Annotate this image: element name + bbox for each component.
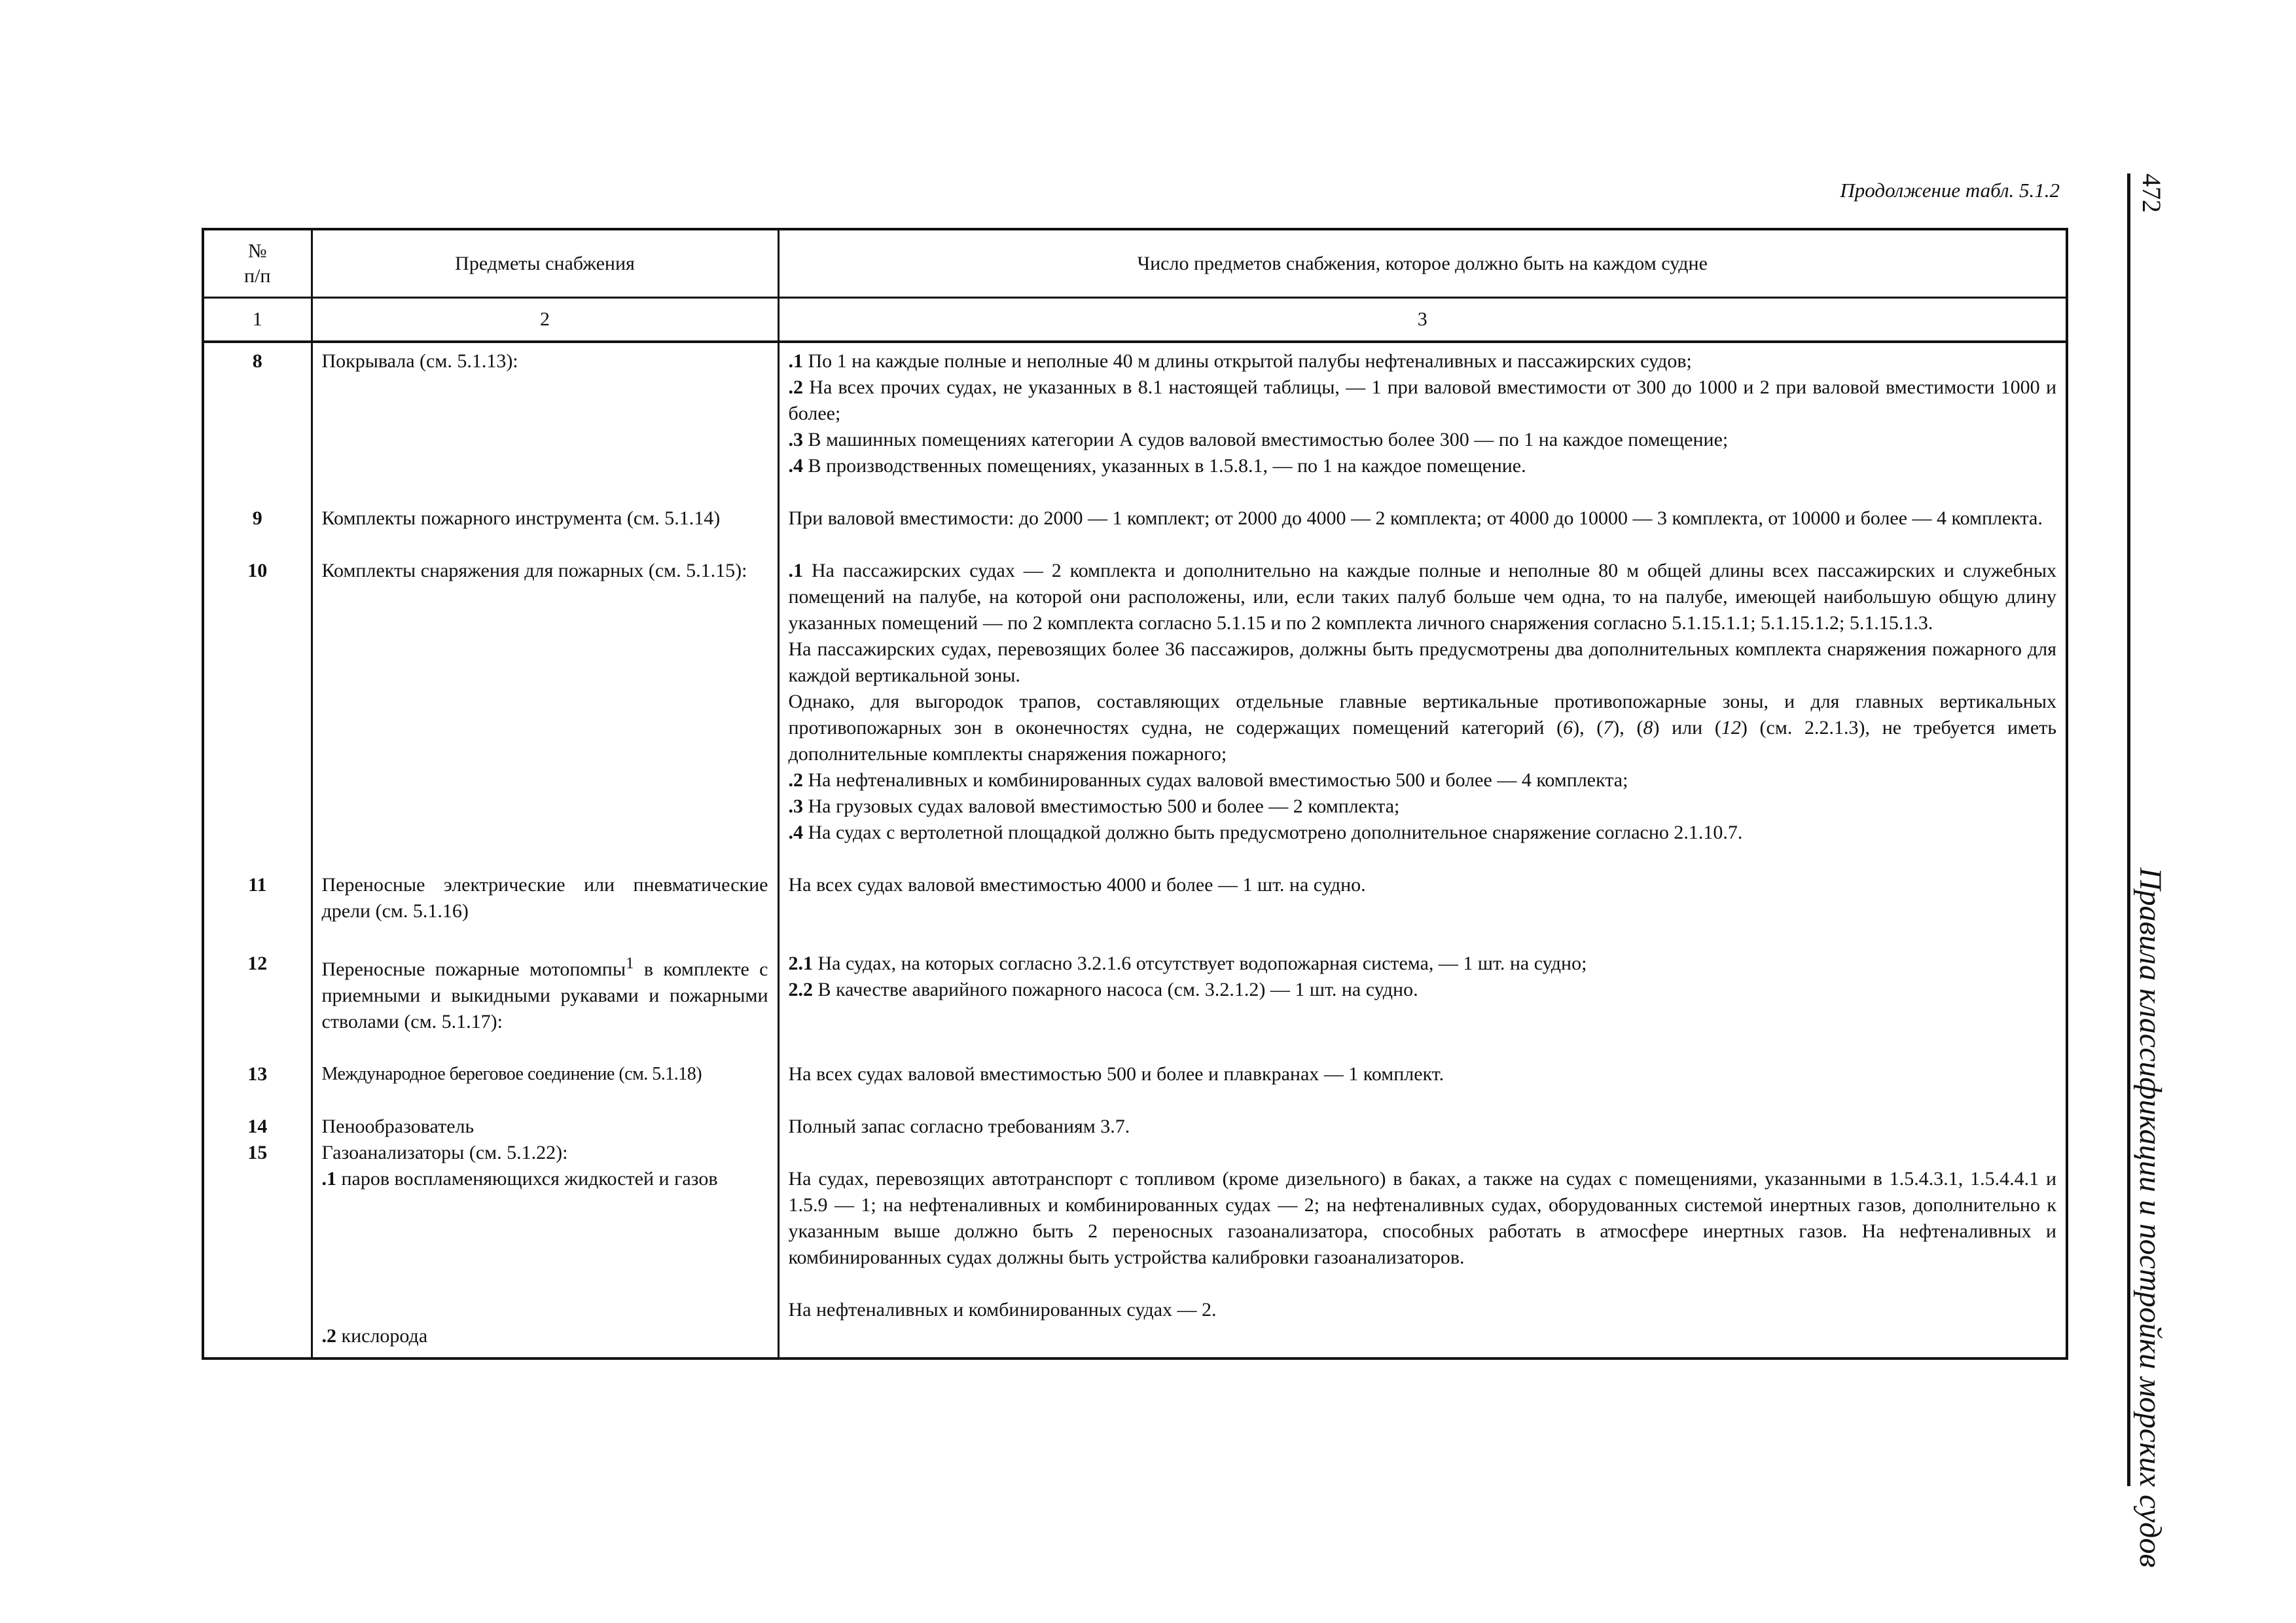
sub-item: .1 паров воспламеняющихся жидкостей и газов xyxy=(321,1168,718,1190)
table-row xyxy=(203,558,2067,872)
row-number: 12 xyxy=(203,951,312,1061)
clause: 2.2 В качестве аварийного пожарного насоса (см. 3.2.1.2) — 1 шт. на судно. xyxy=(788,979,1418,1000)
supply-item: Покрывала (см. 5.1.13): xyxy=(312,342,778,505)
supplies-table xyxy=(202,228,2068,1360)
supply-item: Переносные пожарные мотопомпы$^1$ в комплекте с приемными и выкидными рукавами и пожарными стволами (см. 5.1.17): xyxy=(312,951,778,1061)
supply-item: Комплекты снаряжения для пожарных (см. 5.1.15): xyxy=(312,558,778,872)
footnote-marker: 1 xyxy=(626,955,634,972)
running-title: Правила классификации и постройки морских судов xyxy=(2133,867,2168,1568)
clause: .1 По 1 на каждые полные и неполные 40 м длины открытой палубы нефтеналивных и пассажирских судов; xyxy=(788,350,1692,372)
row-number: 14 15 xyxy=(203,1114,312,1359)
table-row xyxy=(203,342,2067,505)
page-number: 472 xyxy=(2137,173,2166,213)
supply-item: Переносные электрические или пневматические дрели (см. 5.1.16) xyxy=(312,872,778,951)
column-number-row xyxy=(203,298,2067,342)
row-number: 10 xyxy=(203,558,312,872)
supply-quantity xyxy=(778,951,2067,1061)
clause: .4 На судах с вертолетной площадкой должно быть предусмотрено дополнительное снаряжение согласно 2.1.10.7. xyxy=(788,822,1743,843)
supply-quantity: На всех судах валовой вместимостью 500 и более и плавкранах — 1 комплект. xyxy=(778,1061,2067,1114)
clause: .2 На всех прочих судах, не указанных в 8.1 настоящей таблицы, — 1 при валовой вместимости от 300 до 1000 и 2 при валовой вместимости 1000 и более; xyxy=(788,376,2056,424)
supply-item: Комплекты пожарного инструмента (см. 5.1.14) xyxy=(312,505,778,558)
clause: На пассажирских судах, перевозящих более 36 пассажиров, должны быть предусмотрены два дополнительных комплекта снаряжения пожарного для каждой вертикальной зоны. xyxy=(788,638,2056,686)
clause: .1 На пассажирских судах — 2 комплекта и дополнительно на каждые полные и неполные 80 м общей длины всех пассажирских и служебных помещений на палубе, на которой они расположены, или, если таких палуб больше чем одна, то на палубе, имеющей наибольшую общую длину указанных помещений — по 2 комплекта согласно 5.1.15 и по 2 комплекта личного снаряжения согласно 5.1.15.1.1; 5.1.15.1.2; 5.1.15.1.3. xyxy=(788,560,2056,634)
clause: На судах, перевозящих автотранспорт с топливом (кроме дизельного) в баках, а также на судах с помещениями, указанными в 1.5.4.3.1, 1.5.4.4.1 и 1.5.9 — 1; на нефтеналивных и комбинированных судах — 2; на нефтеналивных судах, оборудованных системой инертных газов, дополнительно к указанным выше должно быть 2 переносных газоанализатора, способных работать в атмосфере инертных газов. На нефтеналивных и комбинированных судах должны быть устройства калибровки газоанализаторов. xyxy=(788,1168,2056,1268)
table-row xyxy=(203,1114,2067,1359)
supply-quantity: При валовой вместимости: до 2000 — 1 комплект; от 2000 до 4000 — 2 комплекта; от 4000 до 10000 — 3 комплекта, от 10000 и более — 4 комплекта. xyxy=(778,505,2067,558)
table-row xyxy=(203,872,2067,951)
supply-quantity: На всех судах валовой вместимостью 4000 и более — 1 шт. на судно. xyxy=(778,872,2067,951)
column-number: 2 xyxy=(312,298,778,342)
supply-item: Пенообразователь Газоанализаторы (см. 5.1.22): .1 паров воспламеняющихся жидкостей и газов .2 кислорода xyxy=(312,1114,778,1359)
supply-quantity xyxy=(778,558,2067,872)
clause: На нефтеналивных и комбинированных судах — 2. xyxy=(788,1299,1217,1321)
clause: Однако, для выгородок трапов, составляющих отдельные главные вертикальные противопожарные зоны, и для главных вертикальных противопожарных зон в оконечностях судна, не содержащих помещений категорий (6), (7), (8) или (12) (см. 2.2.1.3), не требуется иметь дополнительные комплекты снаряжения пожарного; xyxy=(788,691,2056,765)
header-quantity: Число предметов снабжения, которое должно быть на каждом судне xyxy=(778,229,2067,298)
clause: .3 В машинных помещениях категории А судов валовой вместимостью более 300 — по 1 на каждое помещение; xyxy=(788,429,1729,450)
sub-item: .2 кислорода xyxy=(321,1325,428,1347)
supply-item: Международное береговое соединение (см. 5.1.18) xyxy=(312,1061,778,1114)
column-number: 1 xyxy=(203,298,312,342)
row-number: 11 xyxy=(203,872,312,951)
supply-quantity xyxy=(778,342,2067,505)
clause: .2 На нефтеналивных и комбинированных судах валовой вместимостью 500 и более — 4 комплекта; xyxy=(788,769,1628,791)
header-items: Предметы снабжения xyxy=(312,229,778,298)
row-number: 9 xyxy=(203,505,312,558)
table-continuation-caption: Продолжение табл. 5.1.2 xyxy=(1840,179,2060,202)
table-row xyxy=(203,951,2067,1061)
column-number: 3 xyxy=(778,298,2067,342)
table-header-row xyxy=(203,229,2067,298)
row-number: 13 xyxy=(203,1061,312,1114)
header-number: № п/п xyxy=(203,229,312,298)
table-row xyxy=(203,505,2067,558)
clause: 2.1 На судах, на которых согласно 3.2.1.6 отсутствует водопожарная система, — 1 шт. на судно; xyxy=(788,953,1587,974)
row-number: 8 xyxy=(203,342,312,505)
clause: .3 На грузовых судах валовой вместимостью 500 и более — 2 комплекта; xyxy=(788,795,1400,817)
clause: .4 В производственных помещениях, указанных в 1.5.8.1, — по 1 на каждое помещение. xyxy=(788,455,1526,477)
supply-quantity: Полный запас согласно требованиям 3.7. На судах, перевозящих автотранспорт с топливом (кроме дизельного) в баках, а также на судах с помещениями, указанными в 1.5.4.3.1, 1.5.4.4.1 и 1.5.9 — 1; на нефтеналивных и комбинированных судах — 2; на нефтеналивных судах, оборудованных системой инертных газов, дополнительно к указанным выше должно быть 2 переносных газоанализатора, способных работать в атмосфере инертных газов. На нефтеналивных и комбинированных судах должны быть устройства калибровки газоанализаторов. На нефтеналивных и комбинированных судах — 2. xyxy=(778,1114,2067,1359)
table-row xyxy=(203,1061,2067,1114)
